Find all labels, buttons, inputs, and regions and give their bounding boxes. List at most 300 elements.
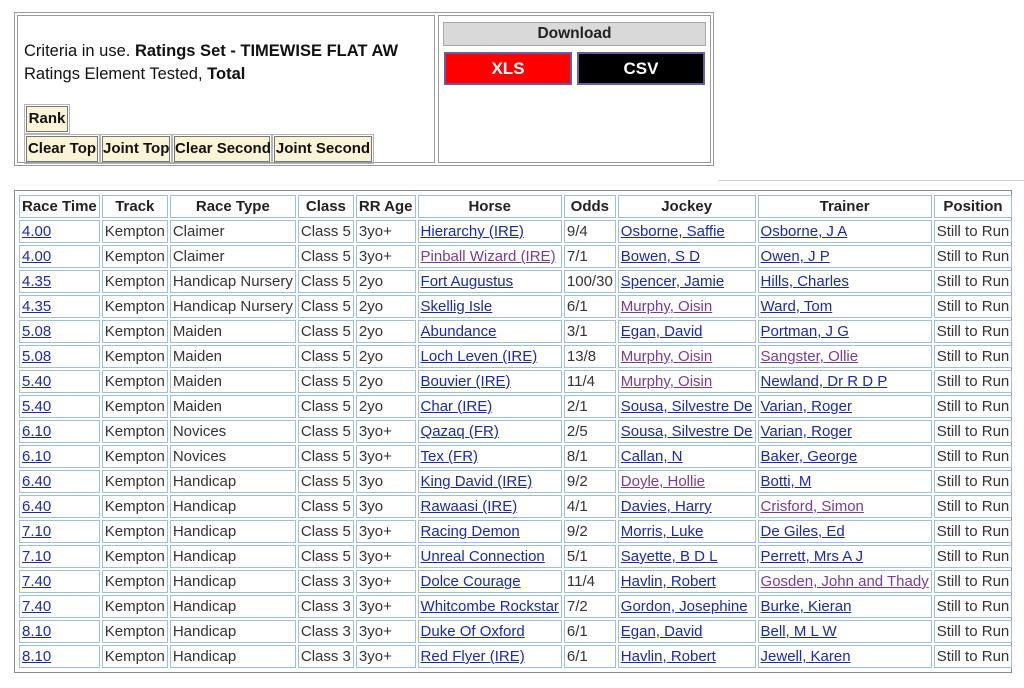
position-cell: Still to Run	[934, 220, 1013, 243]
rr-age-cell: 2yo	[356, 295, 416, 318]
jockey-cell[interactable]	[618, 645, 756, 668]
race-time-cell[interactable]	[19, 645, 100, 668]
jockey-cell[interactable]	[618, 595, 756, 618]
race-time-link[interactable]: 7.10	[22, 548, 52, 565]
horse-cell[interactable]	[418, 220, 562, 243]
rr-age-cell: 3yo+	[356, 545, 416, 568]
jockey-link[interactable]: Murphy, Oisin	[620, 348, 713, 365]
column-header-track: Track	[102, 195, 168, 218]
trainer-link[interactable]: Perrett, Mrs A J	[760, 548, 864, 565]
trainer-link[interactable]: Sangster, Ollie	[760, 348, 859, 365]
race-time-link[interactable]: 4.35	[22, 298, 52, 315]
race-type-cell: Handicap	[170, 470, 296, 493]
trainer-cell[interactable]	[758, 470, 932, 493]
column-header-jockey: Jockey	[618, 195, 756, 218]
horse-cell[interactable]	[418, 445, 562, 468]
rr-age-cell: 2yo	[356, 270, 416, 293]
jockey-cell[interactable]	[618, 495, 756, 518]
trainer-link[interactable]: Burke, Kieran	[760, 598, 852, 615]
track-cell: Kempton	[102, 595, 168, 618]
rr-age-cell: 2yo	[356, 370, 416, 393]
table-row	[19, 470, 1012, 493]
column-header-rr-age: RR Age	[356, 195, 416, 218]
track-cell: Kempton	[102, 395, 168, 418]
criteria-label: Criteria in use.	[24, 42, 135, 60]
horse-cell[interactable]	[418, 395, 562, 418]
race-type-cell: Novices	[170, 420, 296, 443]
position-cell: Still to Run	[934, 345, 1013, 368]
trainer-cell[interactable]	[758, 395, 932, 418]
track-cell: Kempton	[102, 445, 168, 468]
track-cell: Kempton	[102, 545, 168, 568]
class-cell: Class 5	[298, 445, 354, 468]
race-time-cell[interactable]	[19, 245, 100, 268]
horse-link[interactable]: Pinball Wizard (IRE)	[420, 248, 556, 265]
race-time-cell[interactable]	[19, 445, 100, 468]
position-cell: Still to Run	[934, 420, 1013, 443]
table-row	[19, 620, 1012, 643]
column-header-trainer: Trainer	[758, 195, 932, 218]
track-cell: Kempton	[102, 470, 168, 493]
track-cell: Kempton	[102, 620, 168, 643]
class-cell: Class 5	[298, 520, 354, 543]
horse-cell[interactable]	[418, 645, 562, 668]
table-row	[19, 220, 1012, 243]
table-row	[19, 495, 1012, 518]
csv-download-button[interactable]: CSV	[577, 52, 705, 85]
odds-cell: 13/8	[564, 345, 616, 368]
horse-cell[interactable]	[418, 545, 562, 568]
horse-link[interactable]: Fort Augustus	[420, 273, 514, 290]
horse-cell[interactable]	[418, 245, 562, 268]
class-cell: Class 5	[298, 495, 354, 518]
jockey-link[interactable]: Havlin, Robert	[620, 648, 716, 665]
race-time-cell[interactable]	[19, 420, 100, 443]
trainer-cell[interactable]	[758, 420, 932, 443]
position-cell: Still to Run	[934, 270, 1013, 293]
jockey-link[interactable]: Sayette, B D L	[620, 548, 718, 565]
track-cell: Kempton	[102, 370, 168, 393]
table-body	[19, 220, 1012, 668]
rr-age-cell: 3yo+	[356, 420, 416, 443]
joint-top-button[interactable]: Joint Top	[102, 136, 170, 162]
trainer-cell[interactable]	[758, 495, 932, 518]
trainer-link[interactable]: Crisford, Simon	[760, 498, 864, 515]
class-cell: Class 5	[298, 545, 354, 568]
race-time-cell[interactable]	[19, 320, 100, 343]
trainer-link[interactable]: Bell, M L W	[760, 623, 837, 640]
horse-cell[interactable]	[418, 570, 562, 593]
race-time-link[interactable]: 6.10	[22, 423, 52, 440]
rr-age-cell: 2yo	[356, 345, 416, 368]
race-time-link[interactable]: 5.40	[22, 373, 52, 390]
jockey-link[interactable]: Murphy, Oisin	[620, 298, 713, 315]
race-time-cell[interactable]	[19, 395, 100, 418]
jockey-cell[interactable]	[618, 245, 756, 268]
race-time-cell[interactable]	[19, 545, 100, 568]
rr-age-cell: 2yo	[356, 395, 416, 418]
trainer-link[interactable]: Varian, Roger	[760, 423, 852, 440]
class-cell: Class 5	[298, 245, 354, 268]
position-cell: Still to Run	[934, 645, 1013, 668]
rr-age-cell: 3yo	[356, 495, 416, 518]
position-cell: Still to Run	[934, 545, 1013, 568]
class-cell: Class 5	[298, 320, 354, 343]
horse-cell[interactable]	[418, 370, 562, 393]
jockey-link[interactable]: Osborne, Saffie	[620, 223, 725, 240]
race-time-link[interactable]: 6.10	[22, 448, 52, 465]
race-type-cell: Handicap	[170, 645, 296, 668]
position-cell: Still to Run	[934, 595, 1013, 618]
position-cell: Still to Run	[934, 295, 1013, 318]
odds-cell: 3/1	[564, 320, 616, 343]
jockey-link[interactable]: Egan, David	[620, 323, 703, 340]
race-time-link[interactable]: 5.08	[22, 348, 52, 365]
trainer-cell[interactable]	[758, 370, 932, 393]
class-cell: Class 5	[298, 470, 354, 493]
rr-age-cell: 3yo+	[356, 445, 416, 468]
horse-link[interactable]: Char (IRE)	[420, 398, 493, 415]
position-cell: Still to Run	[934, 470, 1013, 493]
trainer-cell[interactable]	[758, 545, 932, 568]
class-cell: Class 3	[298, 595, 354, 618]
track-cell: Kempton	[102, 220, 168, 243]
class-cell: Class 5	[298, 295, 354, 318]
trainer-link[interactable]: Portman, J G	[760, 323, 849, 340]
trainer-link[interactable]: Osborne, J A	[760, 223, 848, 240]
rr-age-cell: 3yo+	[356, 520, 416, 543]
horse-cell[interactable]	[418, 320, 562, 343]
race-time-link[interactable]: 8.10	[22, 648, 52, 665]
jockey-link[interactable]: Havlin, Robert	[620, 573, 716, 590]
rank-button[interactable]: Rank	[26, 106, 68, 132]
jockey-link[interactable]: Davies, Harry	[620, 498, 712, 515]
trainer-link[interactable]: Newland, Dr R D P	[760, 373, 888, 390]
horse-link[interactable]: Whitcombe Rockstar	[420, 598, 559, 615]
jockey-cell[interactable]	[618, 620, 756, 643]
results-table-container	[14, 190, 1012, 673]
race-time-cell[interactable]	[19, 570, 100, 593]
horse-cell[interactable]	[418, 595, 562, 618]
horse-link[interactable]: Racing Demon	[420, 523, 520, 540]
results-table	[17, 193, 1014, 670]
trainer-cell[interactable]	[758, 595, 932, 618]
horse-link[interactable]: Dolce Courage	[420, 573, 521, 590]
horse-link[interactable]: Red Flyer (IRE)	[420, 648, 525, 665]
race-type-cell: Handicap	[170, 495, 296, 518]
race-time-link[interactable]: 5.40	[22, 398, 52, 415]
horse-cell[interactable]	[418, 520, 562, 543]
horse-cell[interactable]	[418, 270, 562, 293]
trainer-link[interactable]: Ward, Tom	[760, 298, 833, 315]
jockey-cell[interactable]	[618, 545, 756, 568]
horse-cell[interactable]	[418, 420, 562, 443]
position-cell: Still to Run	[934, 520, 1013, 543]
race-type-cell: Handicap Nursery	[170, 295, 296, 318]
race-time-cell[interactable]	[19, 220, 100, 243]
track-cell: Kempton	[102, 345, 168, 368]
table-row	[19, 570, 1012, 593]
trainer-link[interactable]: Hills, Charles	[760, 273, 849, 290]
position-cell: Still to Run	[934, 370, 1013, 393]
horse-cell[interactable]	[418, 345, 562, 368]
trainer-cell[interactable]	[758, 295, 932, 318]
jockey-cell[interactable]	[618, 345, 756, 368]
trainer-cell[interactable]	[758, 645, 932, 668]
track-cell: Kempton	[102, 420, 168, 443]
horse-link[interactable]: Hierarchy (IRE)	[420, 223, 524, 240]
trainer-link[interactable]: Botti, M	[760, 473, 812, 490]
position-cell: Still to Run	[934, 620, 1013, 643]
race-type-cell: Claimer	[170, 220, 296, 243]
track-cell: Kempton	[102, 570, 168, 593]
race-type-cell: Handicap	[170, 620, 296, 643]
jockey-cell[interactable]	[618, 320, 756, 343]
odds-cell: 7/1	[564, 245, 616, 268]
divider-line	[718, 180, 1024, 181]
jockey-cell[interactable]	[618, 270, 756, 293]
download-title: Download	[443, 22, 706, 46]
jockey-link[interactable]: Sousa, Silvestre De	[620, 423, 753, 440]
rr-age-cell: 3yo+	[356, 645, 416, 668]
jockey-cell[interactable]	[618, 520, 756, 543]
jockey-link[interactable]: Callan, N	[620, 448, 683, 465]
race-time-cell[interactable]	[19, 470, 100, 493]
race-type-cell: Handicap Nursery	[170, 270, 296, 293]
odds-cell: 2/5	[564, 420, 616, 443]
race-time-link[interactable]: 7.40	[22, 573, 52, 590]
trainer-cell[interactable]	[758, 620, 932, 643]
class-cell: Class 5	[298, 270, 354, 293]
horse-link[interactable]: Abundance	[420, 323, 497, 340]
column-header-race-time: Race Time	[19, 195, 100, 218]
jockey-cell[interactable]	[618, 395, 756, 418]
rr-age-cell: 2yo	[356, 320, 416, 343]
odds-cell: 6/1	[564, 295, 616, 318]
odds-cell: 11/4	[564, 370, 616, 393]
trainer-link[interactable]: Jewell, Karen	[760, 648, 851, 665]
jockey-cell[interactable]	[618, 420, 756, 443]
rr-age-cell: 3yo+	[356, 220, 416, 243]
trainer-cell[interactable]	[758, 445, 932, 468]
table-row	[19, 295, 1012, 318]
horse-cell[interactable]	[418, 295, 562, 318]
race-time-link[interactable]: 4.00	[22, 248, 52, 265]
table-row	[19, 645, 1012, 668]
horse-link[interactable]: Tex (FR)	[420, 448, 479, 465]
jockey-link[interactable]: Doyle, Hollie	[620, 473, 705, 490]
table-header-row	[19, 195, 1012, 218]
clear-top-button[interactable]: Clear Top	[26, 136, 98, 162]
horse-link[interactable]: Loch Leven (IRE)	[420, 348, 538, 365]
jockey-link[interactable]: Spencer, Jamie	[620, 273, 725, 290]
track-cell: Kempton	[102, 645, 168, 668]
odds-cell: 9/4	[564, 220, 616, 243]
position-cell: Still to Run	[934, 570, 1013, 593]
column-header-race-type: Race Type	[170, 195, 296, 218]
race-type-cell: Maiden	[170, 320, 296, 343]
class-cell: Class 5	[298, 220, 354, 243]
class-cell: Class 3	[298, 620, 354, 643]
odds-cell: 8/1	[564, 445, 616, 468]
clear-second-button[interactable]: Clear Second	[174, 136, 270, 162]
trainer-link[interactable]: Baker, George	[760, 448, 858, 465]
race-time-cell[interactable]	[19, 270, 100, 293]
jockey-cell[interactable]	[618, 470, 756, 493]
odds-cell: 9/2	[564, 470, 616, 493]
race-type-cell: Novices	[170, 445, 296, 468]
race-time-link[interactable]: 4.35	[22, 273, 52, 290]
track-cell: Kempton	[102, 270, 168, 293]
trainer-cell[interactable]	[758, 220, 932, 243]
class-cell: Class 5	[298, 395, 354, 418]
trainer-cell[interactable]	[758, 345, 932, 368]
jockey-link[interactable]: Murphy, Oisin	[620, 373, 713, 390]
race-time-cell[interactable]	[19, 595, 100, 618]
track-cell: Kempton	[102, 245, 168, 268]
race-type-cell: Maiden	[170, 370, 296, 393]
race-time-cell[interactable]	[19, 370, 100, 393]
race-type-cell: Maiden	[170, 395, 296, 418]
odds-cell: 4/1	[564, 495, 616, 518]
trainer-link[interactable]: Varian, Roger	[760, 398, 852, 415]
race-type-cell: Claimer	[170, 245, 296, 268]
position-cell: Still to Run	[934, 445, 1013, 468]
track-cell: Kempton	[102, 320, 168, 343]
table-row	[19, 245, 1012, 268]
race-time-link[interactable]: 4.00	[22, 223, 52, 240]
ratings-set-value: Ratings Set - TIMEWISE FLAT AW	[134, 42, 399, 60]
race-time-cell[interactable]	[19, 295, 100, 318]
horse-cell[interactable]	[418, 495, 562, 518]
position-cell: Still to Run	[934, 495, 1013, 518]
trainer-cell[interactable]	[758, 570, 932, 593]
horse-link[interactable]: King David (IRE)	[420, 473, 533, 490]
odds-cell: 6/1	[564, 620, 616, 643]
jockey-link[interactable]: Sousa, Silvestre De	[620, 398, 753, 415]
track-cell: Kempton	[102, 495, 168, 518]
trainer-cell[interactable]	[758, 520, 932, 543]
race-type-cell: Handicap	[170, 545, 296, 568]
class-cell: Class 5	[298, 345, 354, 368]
download-cell	[438, 15, 711, 163]
rr-age-cell: 3yo+	[356, 245, 416, 268]
race-time-cell[interactable]	[19, 495, 100, 518]
odds-cell: 5/1	[564, 545, 616, 568]
rr-age-cell: 3yo+	[356, 620, 416, 643]
odds-cell: 7/2	[564, 595, 616, 618]
horse-link[interactable]: Unreal Connection	[420, 548, 545, 565]
horse-link[interactable]: Rawaasi (IRE)	[420, 498, 518, 515]
race-time-link[interactable]: 8.10	[22, 623, 52, 640]
column-header-position: Position	[934, 195, 1013, 218]
trainer-link[interactable]: Gosden, John and Thady	[760, 573, 929, 590]
track-cell: Kempton	[102, 520, 168, 543]
jockey-cell[interactable]	[618, 220, 756, 243]
class-cell: Class 5	[298, 420, 354, 443]
jockey-link[interactable]: Bowen, S D	[620, 248, 701, 265]
table-row	[19, 545, 1012, 568]
jockey-cell[interactable]	[618, 295, 756, 318]
odds-cell: 2/1	[564, 395, 616, 418]
odds-cell: 9/2	[564, 520, 616, 543]
table-row	[19, 345, 1012, 368]
table-row	[19, 370, 1012, 393]
table-row	[19, 445, 1012, 468]
table-row	[19, 520, 1012, 543]
jockey-link[interactable]: Gordon, Josephine	[620, 598, 748, 615]
jockey-cell[interactable]	[618, 570, 756, 593]
race-time-link[interactable]: 5.08	[22, 323, 52, 340]
position-cell: Still to Run	[934, 395, 1013, 418]
position-cell: Still to Run	[934, 245, 1013, 268]
horse-link[interactable]: Duke Of Oxford	[420, 623, 525, 640]
race-time-link[interactable]: 6.40	[22, 473, 52, 490]
race-type-cell: Maiden	[170, 345, 296, 368]
jockey-cell[interactable]	[618, 370, 756, 393]
odds-cell: 100/30	[564, 270, 616, 293]
table-row	[19, 420, 1012, 443]
criteria-text	[24, 40, 398, 86]
horse-cell[interactable]	[418, 620, 562, 643]
horse-link[interactable]: Qazaq (FR)	[420, 423, 499, 440]
horse-cell[interactable]	[418, 470, 562, 493]
class-cell: Class 5	[298, 370, 354, 393]
criteria-cell	[17, 15, 435, 163]
column-header-horse: Horse	[418, 195, 562, 218]
race-type-cell: Handicap	[170, 595, 296, 618]
position-cell: Still to Run	[934, 320, 1013, 343]
horse-link[interactable]: Skellig Isle	[420, 298, 493, 315]
race-time-link[interactable]: 7.40	[22, 598, 52, 615]
criteria-panel	[14, 12, 714, 166]
class-cell: Class 3	[298, 570, 354, 593]
race-time-link[interactable]: 6.40	[22, 498, 52, 515]
joint-second-button[interactable]: Joint Second	[274, 136, 372, 162]
rr-age-cell: 3yo+	[356, 595, 416, 618]
xls-download-button[interactable]: XLS	[444, 52, 572, 85]
rr-age-cell: 3yo	[356, 470, 416, 493]
horse-link[interactable]: Bouvier (IRE)	[420, 373, 511, 390]
race-time-cell[interactable]	[19, 520, 100, 543]
table-row	[19, 595, 1012, 618]
race-time-link[interactable]: 7.10	[22, 523, 52, 540]
trainer-link[interactable]: Owen, J P	[760, 248, 830, 265]
track-cell: Kempton	[102, 295, 168, 318]
table-row	[19, 395, 1012, 418]
rr-age-cell: 3yo+	[356, 570, 416, 593]
trainer-cell[interactable]	[758, 245, 932, 268]
table-row	[19, 270, 1012, 293]
odds-cell: 11/4	[564, 570, 616, 593]
element-label: Ratings Element Tested,	[24, 65, 208, 83]
race-time-cell[interactable]	[19, 620, 100, 643]
jockey-link[interactable]: Morris, Luke	[620, 523, 704, 540]
element-value: Total	[207, 65, 246, 83]
race-time-cell[interactable]	[19, 345, 100, 368]
race-type-cell: Handicap	[170, 520, 296, 543]
trainer-link[interactable]: De Giles, Ed	[760, 523, 845, 540]
trainer-cell[interactable]	[758, 270, 932, 293]
column-header-class: Class	[298, 195, 354, 218]
jockey-link[interactable]: Egan, David	[620, 623, 703, 640]
odds-cell: 6/1	[564, 645, 616, 668]
table-row	[19, 320, 1012, 343]
race-type-cell: Handicap	[170, 570, 296, 593]
jockey-cell[interactable]	[618, 445, 756, 468]
trainer-cell[interactable]	[758, 320, 932, 343]
column-header-odds: Odds	[564, 195, 616, 218]
